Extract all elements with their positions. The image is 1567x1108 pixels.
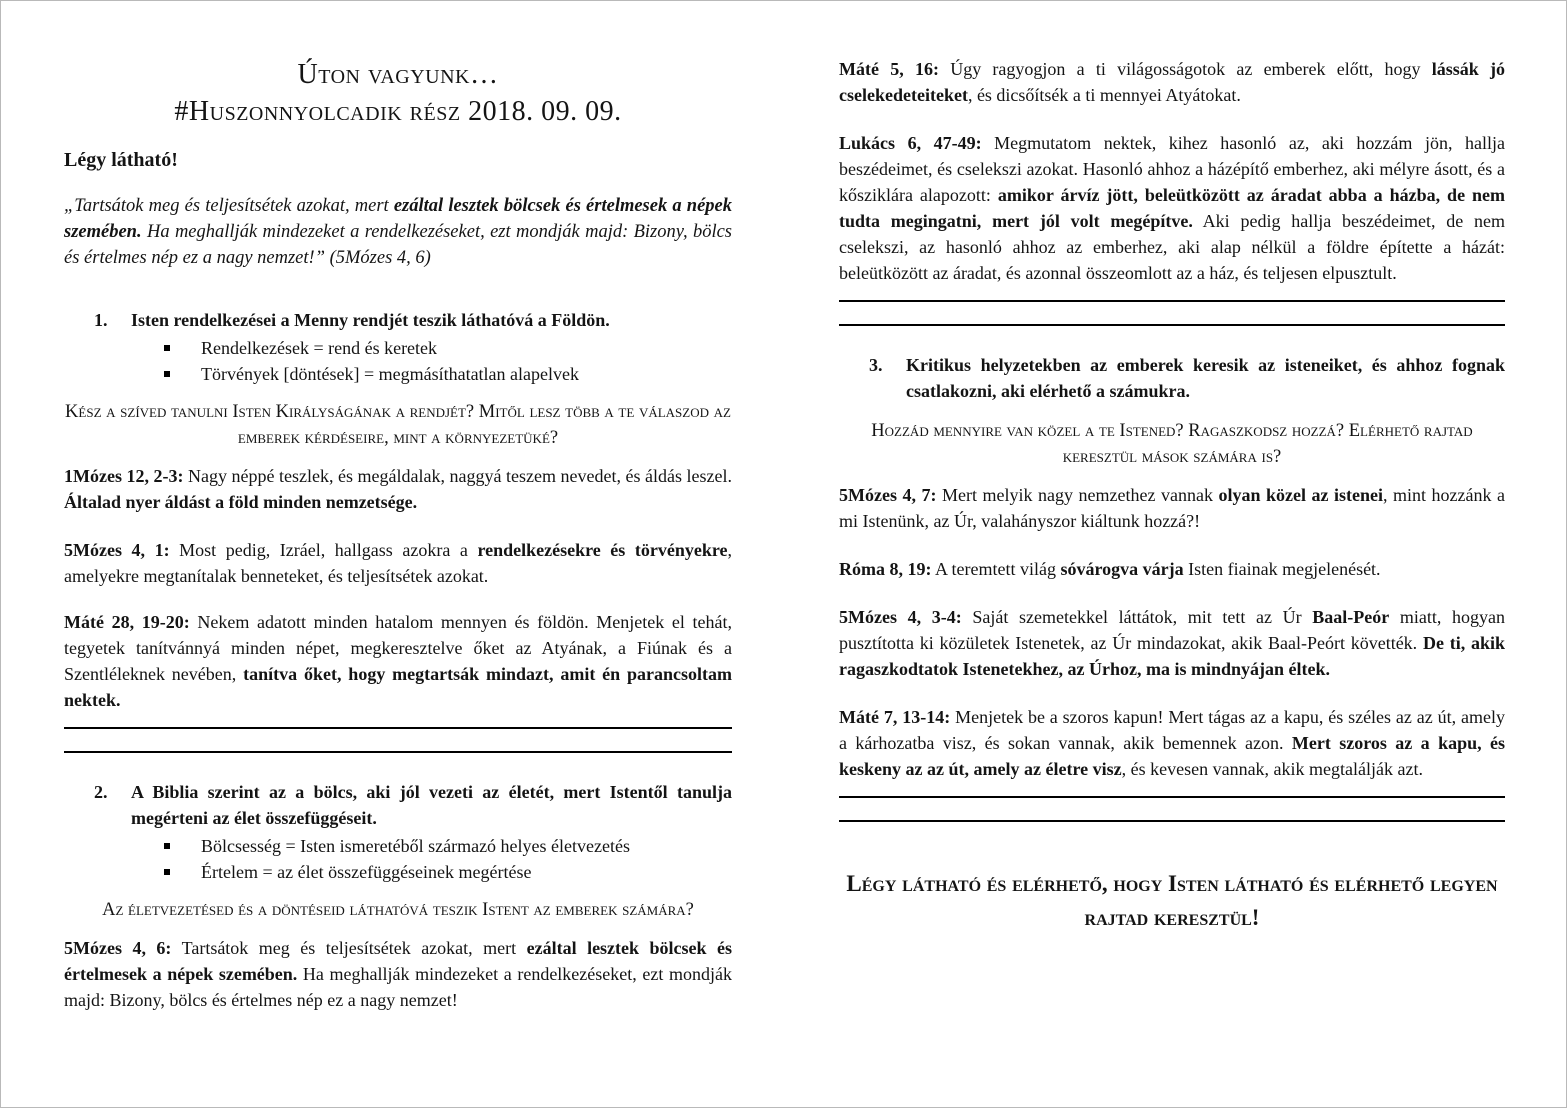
- left-column: [64, 56, 732, 1013]
- right-column: [839, 56, 1505, 935]
- verse-roma-8-19: Róma 8, 19: A teremtett világ sóvárogva várja Isten fiainak megjelenését.: [839, 559, 1381, 579]
- note-line: [839, 796, 1505, 798]
- verse-5mozes-4-7: 5Mózes 4, 7: Mert melyik nagy nemzethez vannak olyan közel az istenei, mint hozzánk a mi Istenünk, az Úr, valahányszor kiáltunk hozzá?!: [839, 485, 1506, 531]
- note-lines: [839, 300, 1505, 326]
- bullet-item: Bölcsesség = Isten ismeretéből származó helyes életvezetés: [201, 833, 732, 859]
- reflection-question-3: Hozzád mennyire van közel a te Istened? Ragaszkodsz hozzá? Elérhető rajtad keresztül mások számára is?: [871, 421, 1473, 467]
- note-lines: [839, 796, 1505, 822]
- note-line: [839, 300, 1505, 302]
- opening-quote: „Tartsátok meg és teljesítsétek azokat, mert ezáltal lesztek bölcsek és értelmesek a népek szemében. Ha meghallják mindezeket a rendelkezéseket, ezt mondják majd: Bizony, bölcs és értelmes nép ez a nagy nemzet!” (5Mózes 4, 6): [64, 196, 732, 268]
- bullet-list-2: [64, 833, 732, 885]
- reflection-question-1: Kész a szíved tanulni Isten Királyságának a rendjét? Mitől lesz több a te válaszod az emberek kérdéseire, mint a környezetüké?: [65, 402, 731, 448]
- note-line: [64, 727, 732, 729]
- point-text: Kritikus helyzetekben az emberek keresik az isteneiket, és ahhoz fognak csatlakozni, aki elérhető a számukra.: [906, 355, 1505, 401]
- reflection-question-2: Az életvezetésed és a döntéseid láthatóvá teszik Istent az emberek számára?: [102, 900, 694, 920]
- document-title: [64, 56, 732, 130]
- bullet-item: Rendelkezések = rend és keretek: [201, 335, 732, 361]
- numbered-point-1: [64, 307, 732, 333]
- note-line: [839, 324, 1505, 326]
- verse-mate-5-16: Máté 5, 16: Úgy ragyogjon a ti világosságotok az emberek előtt, hogy lássák jó cselekedeteiteket, és dicsőítsék a ti mennyei Atyátokat.: [839, 59, 1506, 105]
- bullet-item: Értelem = az élet összefüggéseinek megértése: [201, 859, 732, 885]
- lead-heading: Légy látható!: [64, 149, 178, 171]
- verse-1mozes-12-2-3: 1Mózes 12, 2-3: Nagy néppé teszlek, és megáldalak, naggyá teszem nevedet, és áldás leszel. Általad nyer áldást a föld minden nemzetsége.: [64, 466, 732, 512]
- point-number: 2.: [94, 782, 108, 802]
- point-number: 3.: [869, 355, 883, 375]
- bullet-list-1: [64, 335, 732, 387]
- note-line: [839, 820, 1505, 822]
- verse-5mozes-4-3-4: 5Mózes 4, 3-4: Saját szemetekkel láttátok, mit tett az Úr Baal-Peór miatt, hogyan pusztította ki közületek Istenetek, az Úr mindazokat, akik Baal-Peórt követték. De ti, akik ragaszkodtatok Istenetekhez, az Úrhoz, ma is mindnyájan éltek.: [839, 607, 1505, 679]
- verse-mate-28-19-20: Máté 28, 19-20: Nekem adatott minden hatalom mennyen és földön. Menjetek el tehát, tegyetek tanítvánnyá minden népet, megkeresztelve őket az Atyának, a Fiúnak és a Szentléleknek nevében, tanítva őket, hogy megtartsák mindazt, amit én parancsoltam nektek.: [64, 612, 732, 710]
- title-line-1: Úton vagyunk…: [297, 59, 499, 90]
- numbered-point-2: [64, 779, 732, 831]
- note-line: [64, 751, 732, 753]
- note-lines: [64, 727, 732, 753]
- point-text: Isten rendelkezései a Menny rendjét teszik láthatóvá a Földön.: [131, 310, 610, 330]
- point-number: 1.: [94, 310, 108, 330]
- point-text: A Biblia szerint az a bölcs, aki jól vezeti az életét, mert Istentől tanulja megérteni az élet összefüggéseit.: [131, 782, 732, 828]
- verse-5mozes-4-6: 5Mózes 4, 6: Tartsátok meg és teljesítsétek azokat, mert ezáltal lesztek bölcsek és értelmesek a népek szemében. Ha meghallják mindezeket a rendelkezéseket, ezt mondják majd: Bizony, bölcs és értelmes nép ez a nagy nemzet!: [64, 938, 733, 1010]
- verse-lukacs-6-47-49: Lukács 6, 47-49: Megmutatom nektek, kihez hasonló az, aki hozzám jön, hallja beszédeimet, és cselekszi azokat. Hasonló ahhoz a házépítő emberhez, aki mélyre ásott, és a kősziklára alapozott: amikor árvíz jött, beleütközött az áradat abba a házba, de nem tudta megingatni, mert jól volt megépítve. Aki pedig hallja beszédeimet, de nem cselekszi, az hasonló ahhoz az emberhez, aki alap nélkül a földre építette a házát: beleütközött az áradat, és azonnal összeomlott az a ház, és teljesen elpusztult.: [839, 133, 1506, 283]
- bullet-item: Törvények [döntések] = megmásíthatatlan alapelvek: [201, 361, 732, 387]
- verse-5mozes-4-1: 5Mózes 4, 1: Most pedig, Izráel, hallgass azokra a rendelkezésekre és törvényekre, amelyekre megtanítalak benneteket, és teljesítsétek azokat.: [64, 540, 732, 586]
- verse-mate-7-13-14: Máté 7, 13-14: Menjetek be a szoros kapun! Mert tágas az a kapu, és széles az az út, amely a kárhozatba visz, és sokan vannak, akik bemennek azon. Mert szoros az a kapu, és keskeny az az út, amely az életre visz, és kevesen vannak, akik megtalálják azt.: [839, 707, 1506, 779]
- closing-statement: Légy látható és elérhető, hogy Isten látható és elérhető legyen rajtad keresztül!: [846, 871, 1498, 930]
- numbered-point-3: [839, 352, 1505, 404]
- title-line-2: #Huszonnyolcadik rész 2018. 09. 09.: [174, 96, 622, 127]
